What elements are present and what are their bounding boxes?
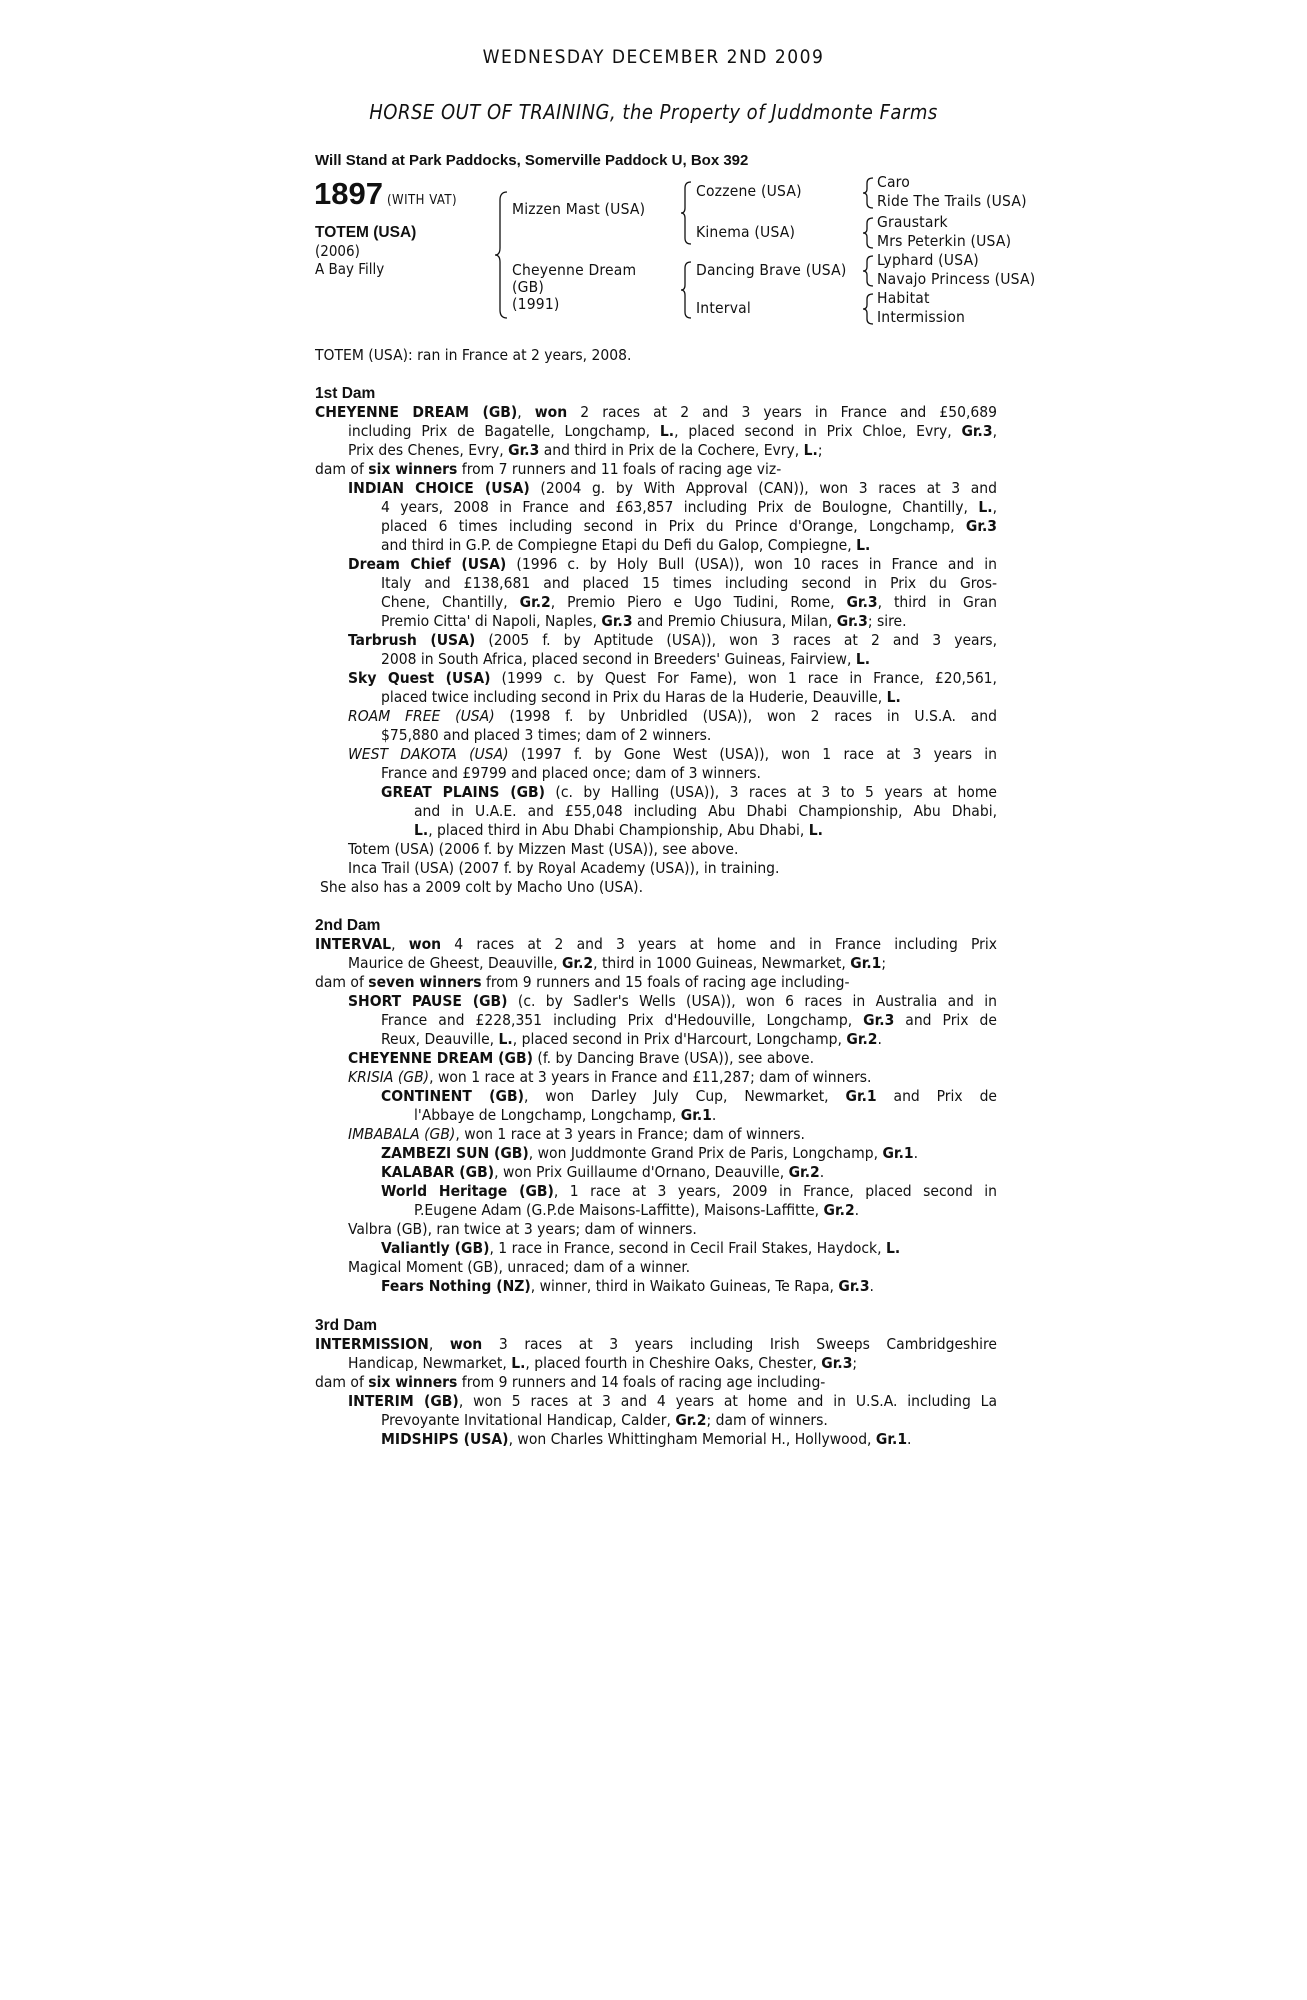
pedigree-brace-ds: [862, 254, 874, 288]
record-line: Magical Moment (GB), unraced; dam of a winner.: [348, 1258, 691, 1276]
text-run: .: [711, 1106, 717, 1124]
pedigree-brace-sire: [680, 180, 692, 246]
race-record: TOTEM (USA): ran in France at 2 years, 2008.: [315, 346, 632, 364]
bold-text: Gr.3: [838, 1277, 870, 1295]
record-line: Inca Trail (USA) (2007 f. by Royal Academy (USA)), in training.: [348, 859, 780, 877]
text-run: (1999 c. by Quest For Fame), won 1 race in France, £20,561,: [490, 669, 997, 687]
ped-dam-line2: (GB): [512, 278, 545, 296]
bold-text: L.: [803, 441, 818, 459]
text-run: dam of: [315, 1373, 369, 1391]
ped-dss: Lyphard (USA): [877, 251, 979, 269]
text-run: 4 years, 2008 in France and £63,857 including Prix de Boulogne, Chantilly,: [381, 498, 979, 516]
bold-text: Gr.3: [961, 422, 993, 440]
bold-text: Gr.2: [561, 954, 594, 972]
bold-text: Dream Chief (USA): [348, 555, 507, 573]
record-line: [315, 479, 997, 498]
ped-sire-dam: Kinema (USA): [696, 223, 796, 241]
bold-text: Gr.1: [680, 1106, 712, 1124]
text-run: ;: [852, 1354, 858, 1372]
text-run: , won 1 race at 3 years in France and £11,287; dam of winners.: [429, 1068, 872, 1086]
bold-text: Gr.3: [601, 612, 633, 630]
bold-text: Gr.2: [675, 1411, 707, 1429]
bold-text: Gr.3: [821, 1354, 853, 1372]
record-line: [315, 631, 997, 650]
bold-text: Gr.1: [845, 1087, 877, 1105]
record-line: [315, 1182, 997, 1201]
text-run: from 9 runners and 14 foals of racing age including-: [457, 1373, 826, 1391]
record-line: $75,880 and placed 3 times; dam of 2 winners.: [381, 726, 712, 744]
record-line: [315, 1373, 997, 1392]
bold-text: L.: [855, 650, 871, 668]
italic-text: WEST DAKOTA (USA): [348, 745, 509, 763]
record-line: [315, 1430, 997, 1449]
horse-description: A Bay Filly: [315, 260, 385, 278]
bold-text: Gr.2: [788, 1163, 820, 1181]
text-run: .: [907, 1430, 912, 1448]
record-line: [315, 1011, 997, 1030]
horse-year: (2006): [315, 242, 360, 260]
bold-text: L.: [511, 1354, 526, 1372]
text-run: and Prix de: [894, 1011, 997, 1029]
bold-text: CHEYENNE DREAM (GB): [315, 403, 518, 421]
bold-text: L.: [978, 498, 993, 516]
text-run: , third in 1000 Guineas, Newmarket,: [593, 954, 851, 972]
text-run: (f. by Dancing Brave (USA)), see above.: [532, 1049, 815, 1067]
lot-number: [314, 176, 457, 212]
ped-ssd: Ride The Trails (USA): [877, 192, 1027, 210]
text-run: ; dam of winners.: [706, 1411, 828, 1429]
horse-details: [315, 224, 416, 278]
text-run: l'Abbaye de Longchamp, Longchamp,: [414, 1106, 681, 1124]
ped-sss: Caro: [877, 173, 911, 191]
record-line: and in U.A.E. and £55,048 including Abu Dhabi Championship, Abu Dhabi,: [414, 802, 997, 820]
bold-text: won: [449, 1335, 483, 1353]
bold-text: L.: [414, 821, 429, 839]
record-line: [315, 1106, 997, 1125]
text-run: , placed third in Abu Dhabi Championship, Abu Dhabi,: [428, 821, 809, 839]
text-run: dam of: [315, 973, 369, 991]
record-line: [315, 1144, 997, 1163]
text-run: including Prix de Bagatelle, Longchamp,: [348, 422, 660, 440]
text-run: , won Prix Guillaume d'Ornano, Deauville,: [494, 1163, 789, 1181]
bold-text: won: [408, 935, 442, 953]
ped-dam: [512, 262, 636, 313]
pedigree-brace-sd: [862, 216, 874, 250]
record-line: [315, 1163, 997, 1182]
bold-text: Gr.3: [863, 1011, 895, 1029]
horse-name: TOTEM (USA): [315, 224, 417, 241]
text-run: .: [913, 1144, 919, 1162]
record-line: Valbra (GB), ran twice at 3 years; dam of winners.: [348, 1220, 697, 1238]
text-run: Reux, Deauville,: [381, 1030, 499, 1048]
text-run: and third in G.P. de Compiegne Etapi du Defi du Galop, Compiegne,: [381, 536, 857, 554]
record-line: [315, 1030, 997, 1049]
text-run: ,: [428, 1335, 450, 1353]
bold-text: INTERIM (GB): [348, 1392, 459, 1410]
bold-text: CHEYENNE DREAM (GB): [348, 1049, 533, 1067]
record-line: [315, 1087, 997, 1106]
text-run: .: [819, 1163, 825, 1181]
bold-text: L.: [856, 536, 871, 554]
text-run: (c. by Halling (USA)), 3 races at 3 to 5 years at home: [545, 783, 998, 801]
record-line: France and £9799 and placed once; dam of 3 winners.: [381, 764, 761, 782]
record-line: [315, 783, 997, 802]
text-run: France and £228,351 including Prix d'Hedouville, Longchamp,: [381, 1011, 864, 1029]
ped-ddd: Intermission: [877, 308, 966, 326]
record-line: [315, 1201, 997, 1220]
text-run: , won Juddmonte Grand Prix de Paris, Longchamp,: [528, 1144, 883, 1162]
text-run: .: [869, 1277, 874, 1295]
ped-sire: Mizzen Mast (USA): [512, 200, 646, 218]
text-run: 4 races at 2 and 3 years at home and in France including Prix: [441, 935, 997, 953]
bold-text: won: [534, 403, 568, 421]
text-run: , third in Gran: [877, 593, 997, 611]
page-header: WEDNESDAY DECEMBER 2ND 2009: [482, 46, 825, 68]
text-run: dam of: [315, 460, 369, 478]
text-run: Prix des Chenes, Evry,: [348, 441, 509, 459]
record-line: [315, 555, 997, 574]
text-run: (2005 f. by Aptitude (USA)), won 3 races at 2 and 3 years,: [475, 631, 997, 649]
record-line: [315, 422, 997, 441]
ped-dam-dam: Interval: [696, 299, 751, 317]
bold-text: seven winners: [368, 973, 482, 991]
bold-text: Gr.3: [836, 612, 868, 630]
bold-text: KALABAR (GB): [381, 1163, 495, 1181]
bold-text: SHORT PAUSE (GB): [348, 992, 508, 1010]
text-run: 3 races at 3 years including Irish Sweeps Cambridgeshire: [482, 1335, 998, 1353]
text-run: (1997 f. by Gone West (USA)), won 1 race at 3 years in: [508, 745, 997, 763]
record-line: [315, 612, 997, 631]
record-line: [315, 1411, 997, 1430]
bold-text: Sky Quest (USA): [348, 669, 491, 687]
ped-sire-sire: Cozzene (USA): [696, 182, 802, 200]
section-heading: 3rd Dam: [315, 1317, 378, 1334]
italic-text: IMBABALA (GB): [348, 1125, 456, 1143]
lot-title: HORSE OUT OF TRAINING, the Property of Juddmonte Farms: [369, 100, 938, 124]
bold-text: Gr.1: [850, 954, 882, 972]
record-line: [315, 745, 997, 764]
text-run: , placed second in Prix Chloe, Evry,: [674, 422, 962, 440]
text-run: , placed second in Prix d'Harcourt, Longchamp,: [512, 1030, 847, 1048]
text-run: and Prix de: [876, 1087, 998, 1105]
bold-text: six winners: [368, 460, 458, 478]
bold-text: CONTINENT (GB): [381, 1087, 524, 1105]
text-run: from 7 runners and 11 foals of racing age viz-: [457, 460, 782, 478]
bold-text: Gr.2: [846, 1030, 878, 1048]
record-line: [315, 1354, 997, 1373]
text-run: , 1 race in France, second in Cecil Frail Stakes, Haydock,: [489, 1239, 886, 1257]
text-run: , 1 race at 3 years, 2009 in France, placed second in: [553, 1182, 997, 1200]
record-line: [315, 973, 997, 992]
bold-text: Tarbrush (USA): [348, 631, 476, 649]
text-run: 2008 in South Africa, placed second in Breeders' Guineas, Fairview,: [381, 650, 856, 668]
pedigree-brace-dam: [680, 260, 692, 320]
bold-text: L.: [659, 422, 675, 440]
record-line: [315, 1277, 997, 1296]
record-line: Totem (USA) (2006 f. by Mizzen Mast (USA)), see above.: [348, 840, 739, 858]
record-line: [315, 498, 997, 517]
second-dam-section: [315, 916, 997, 1296]
text-run: (1996 c. by Holy Bull (USA)), won 10 races in France and in: [506, 555, 997, 573]
bold-text: six winners: [368, 1373, 458, 1391]
ped-dsd: Navajo Princess (USA): [877, 270, 1036, 288]
bold-text: ZAMBEZI SUN (GB): [381, 1144, 529, 1162]
text-run: , won 5 races at 3 and 4 years at home and in U.S.A. including La: [458, 1392, 997, 1410]
record-line: [315, 1049, 997, 1068]
bold-text: Valiantly (GB): [381, 1239, 490, 1257]
bold-text: World Heritage (GB): [381, 1182, 554, 1200]
ped-sds: Graustark: [877, 213, 948, 231]
record-line: [315, 954, 997, 973]
text-run: and third in Prix de la Cochere, Evry,: [539, 441, 804, 459]
pedigree-brace-ss: [862, 176, 874, 210]
bold-text: L.: [808, 821, 823, 839]
pedigree-brace-main: [494, 190, 508, 320]
text-run: , Premio Piero e Ugo Tudini, Rome,: [550, 593, 847, 611]
record-line: [315, 1068, 997, 1087]
text-run: , won Charles Whittingham Memorial H., Hollywood,: [508, 1430, 876, 1448]
record-line: [315, 688, 997, 707]
record-line: [315, 536, 997, 555]
ped-dds: Habitat: [877, 289, 930, 307]
first-dam-section: [315, 384, 997, 897]
bold-text: L.: [886, 688, 901, 706]
text-run: (2004 g. by With Approval (CAN)), won 3 races at 3 and: [529, 479, 997, 497]
bold-text: MIDSHIPS (USA): [381, 1430, 509, 1448]
text-run: ;: [881, 954, 887, 972]
bold-text: L.: [498, 1030, 513, 1048]
text-run: Premio Citta' di Napoli, Naples,: [381, 612, 602, 630]
record-line: [315, 593, 997, 612]
record-line: [315, 517, 997, 536]
pedigree-brace-dd: [862, 292, 874, 326]
record-line: Italy and £138,681 and placed 15 times including second in Prix du Gros-: [381, 574, 997, 592]
bold-text: Gr.2: [823, 1201, 855, 1219]
record-line: [315, 460, 997, 479]
bold-text: INTERMISSION: [315, 1335, 429, 1353]
text-run: Maurice de Gheest, Deauville,: [348, 954, 562, 972]
lot-number-value: 1897: [314, 176, 383, 211]
text-run: ;: [817, 441, 823, 459]
text-run: ,: [992, 422, 997, 440]
text-run: , placed fourth in Cheshire Oaks, Chester,: [525, 1354, 822, 1372]
text-run: (1998 f. by Unbridled (USA)), won 2 races in U.S.A. and: [494, 707, 998, 725]
bold-text: Gr.1: [882, 1144, 914, 1162]
text-run: ,: [517, 403, 535, 421]
record-line: She also has a 2009 colt by Macho Uno (USA).: [320, 878, 644, 896]
record-line: [315, 669, 997, 688]
third-dam-section: [315, 1316, 997, 1449]
ped-dam-sire: Dancing Brave (USA): [696, 261, 847, 279]
bold-text: GREAT PLAINS (GB): [381, 783, 546, 801]
text-run: .: [877, 1030, 882, 1048]
ped-dam-line3: (1991): [512, 295, 560, 313]
vat-note: (WITH VAT): [386, 193, 458, 208]
text-run: Handicap, Newmarket,: [348, 1354, 512, 1372]
text-run: placed 6 times including second in Prix du Prince d'Orange, Longchamp,: [381, 517, 966, 535]
stand-location: Will Stand at Park Paddocks, Somerville Paddock U, Box 392: [315, 152, 749, 169]
bold-text: Gr.2: [519, 593, 551, 611]
text-run: Prevoyante Invitational Handicap, Calder,: [381, 1411, 676, 1429]
text-run: P.Eugene Adam (G.P.de Maisons-Laffitte), Maisons-Laffitte,: [414, 1201, 824, 1219]
record-line: [315, 707, 997, 726]
bold-text: Gr.1: [875, 1430, 908, 1448]
record-line: [315, 1392, 997, 1411]
text-run: (c. by Sadler's Wells (USA)), won 6 races in Australia and in: [507, 992, 997, 1010]
text-run: placed twice including second in Prix du Haras de la Huderie, Deauville,: [381, 688, 887, 706]
ped-dam-line1: Cheyenne Dream: [512, 261, 637, 279]
text-run: , winner, third in Waikato Guineas, Te Rapa,: [530, 1277, 839, 1295]
record-line: [315, 1239, 997, 1258]
text-run: ,: [391, 935, 409, 953]
text-run: from 9 runners and 15 foals of racing age including-: [481, 973, 850, 991]
record-line: [315, 935, 997, 954]
bold-text: Fears Nothing (NZ): [381, 1277, 531, 1295]
italic-text: KRISIA (GB): [348, 1068, 430, 1086]
section-heading: 1st Dam: [315, 385, 376, 402]
bold-text: Gr.3: [508, 441, 540, 459]
record-line: [315, 1335, 997, 1354]
bold-text: L.: [886, 1239, 901, 1257]
text-run: .: [854, 1201, 860, 1219]
section-heading: 2nd Dam: [315, 917, 381, 934]
bold-text: INTERVAL: [315, 935, 392, 953]
bold-text: Gr.3: [965, 517, 997, 535]
record-line: [315, 1125, 997, 1144]
text-run: ; sire.: [867, 612, 907, 630]
text-run: ,: [992, 498, 997, 516]
record-line: [315, 992, 997, 1011]
bold-text: Gr.3: [846, 593, 878, 611]
record-line: [315, 403, 997, 422]
bold-text: INDIAN CHOICE (USA): [348, 479, 530, 497]
text-run: , won 1 race at 3 years in France; dam of winners.: [455, 1125, 805, 1143]
text-run: Chene, Chantilly,: [381, 593, 520, 611]
ped-sdd: Mrs Peterkin (USA): [877, 232, 1012, 250]
record-line: [315, 821, 997, 840]
text-run: 2 races at 2 and 3 years in France and £50,689: [567, 403, 997, 421]
record-line: [315, 441, 997, 460]
record-line: [315, 650, 997, 669]
italic-text: ROAM FREE (USA): [348, 707, 495, 725]
text-run: and Premio Chiusura, Milan,: [632, 612, 837, 630]
text-run: , won Darley July Cup, Newmarket,: [523, 1087, 846, 1105]
